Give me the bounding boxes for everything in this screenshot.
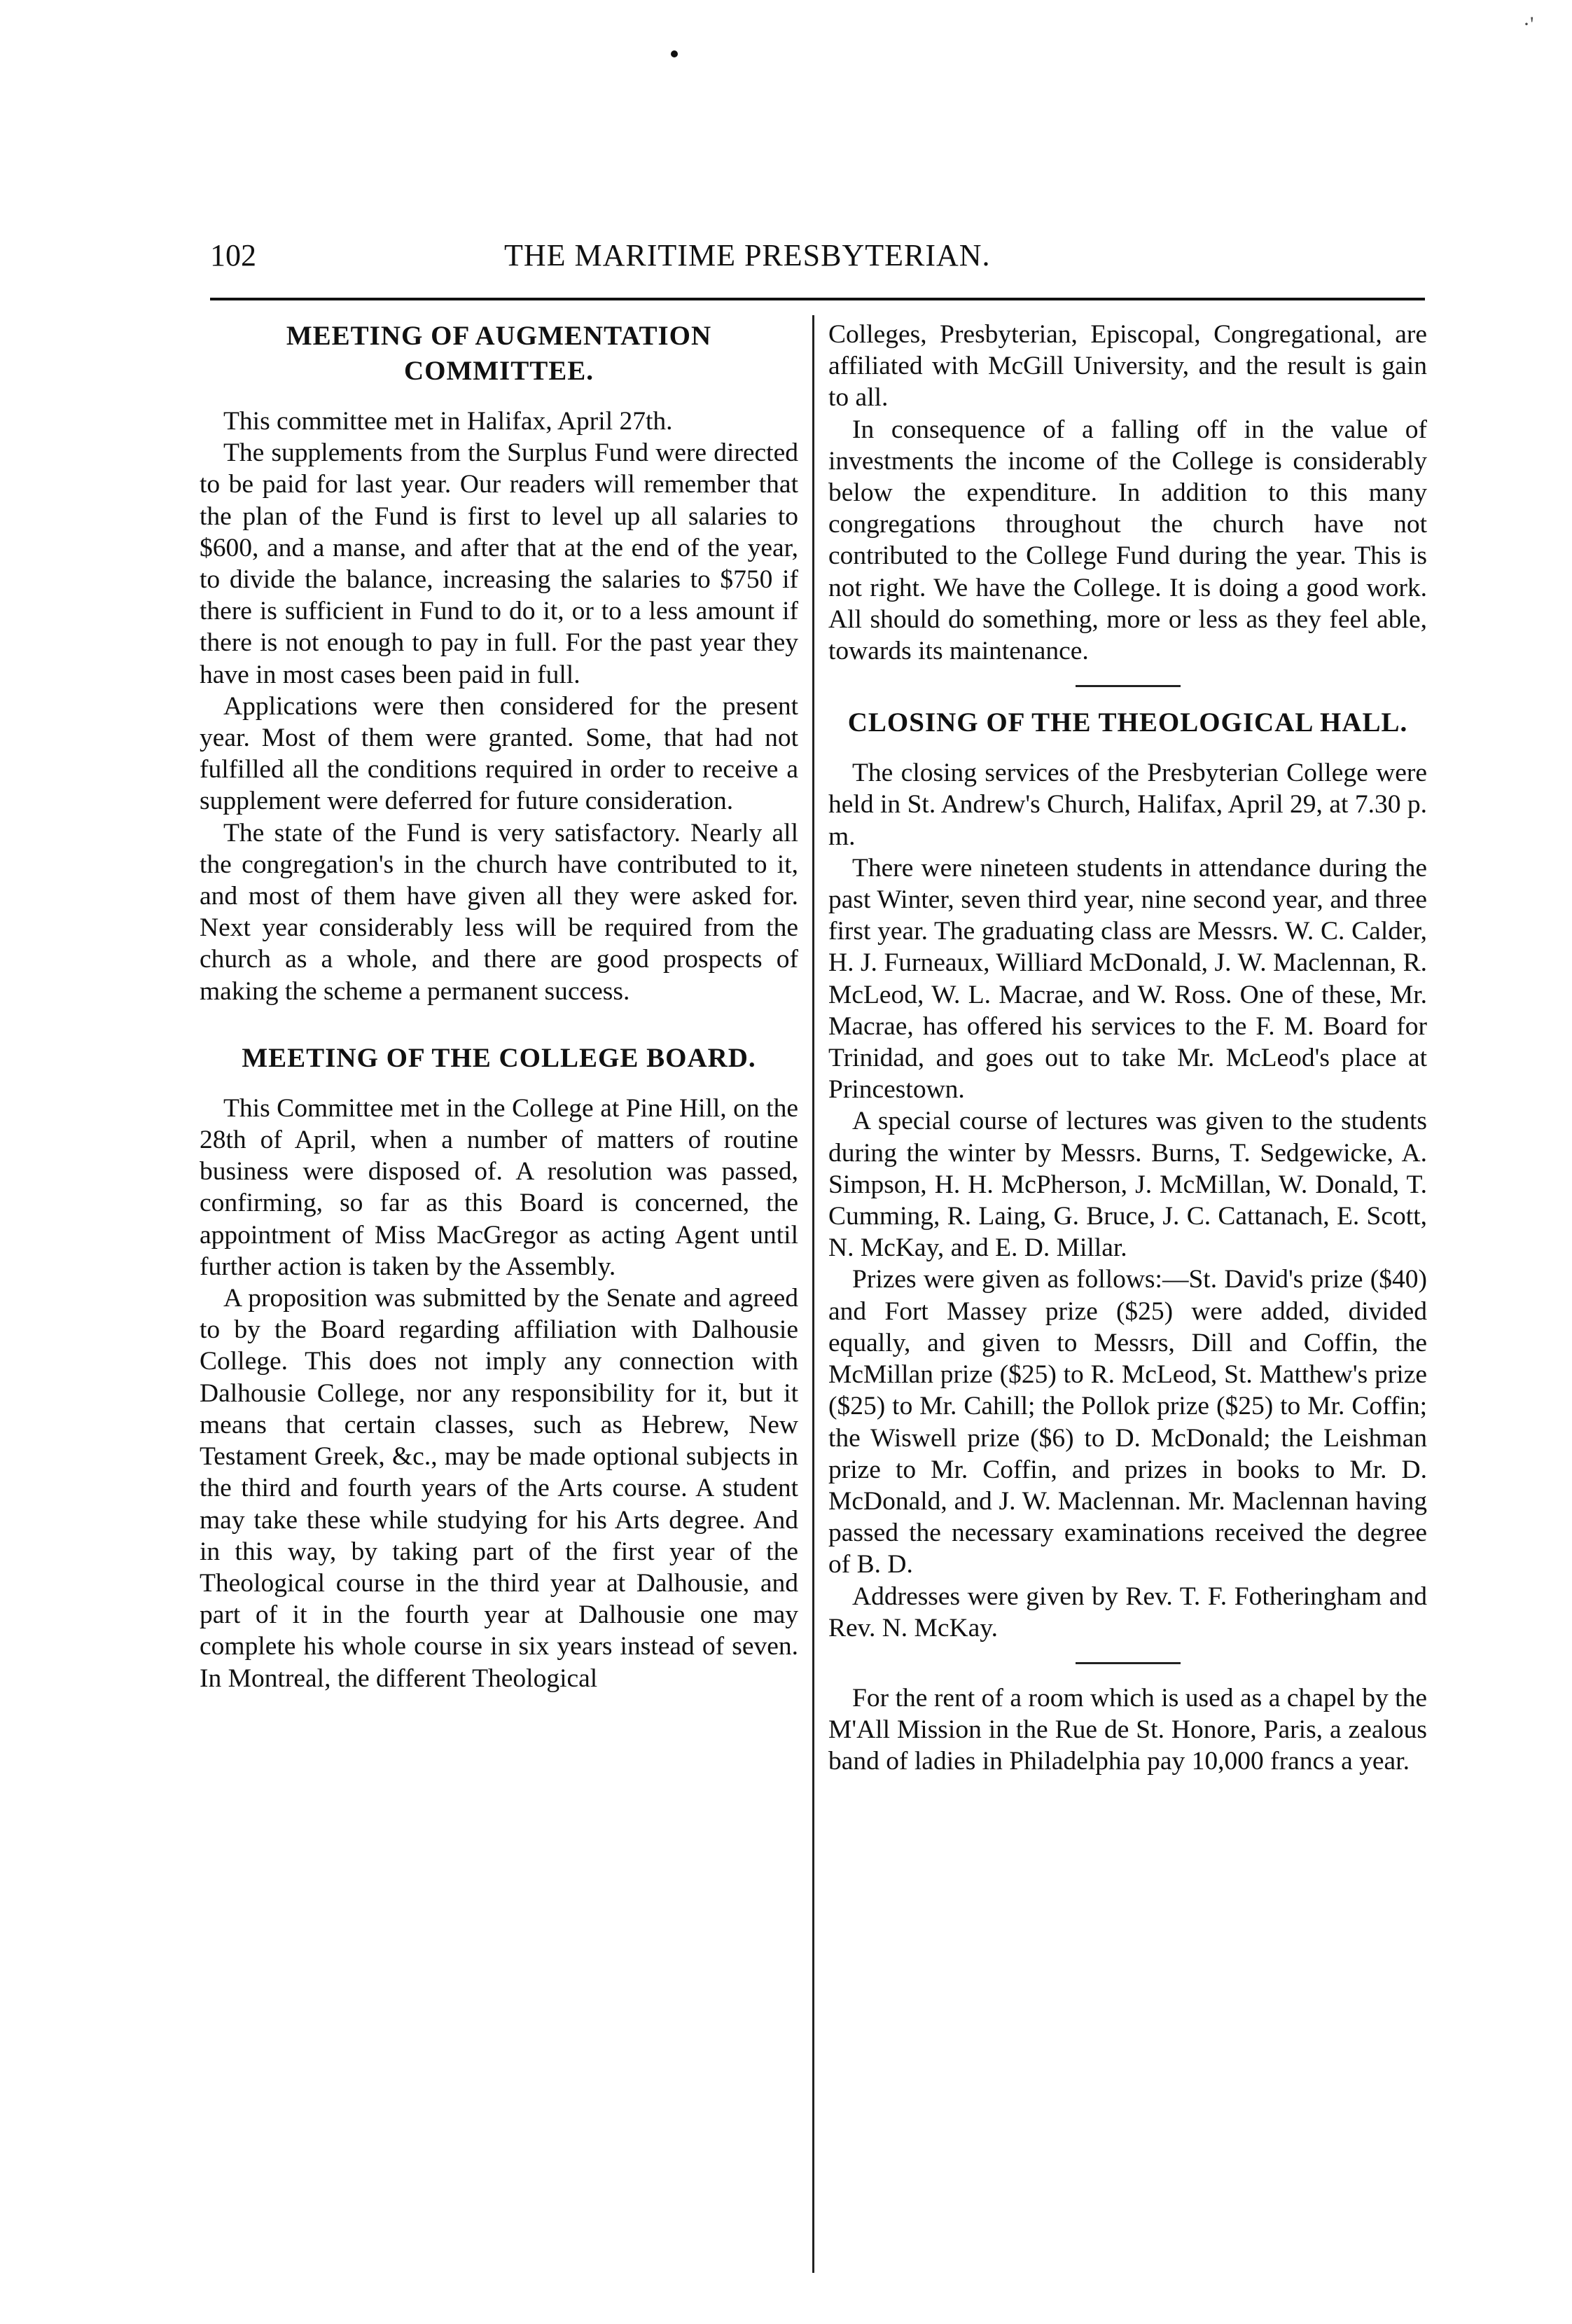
article-paragraph: In consequence of a falling off in the value of investments the income of the College is considerably below the expenditure. In addition to this many congregations throughout the church have not contributed to the College Fund during the year. This is not right. We have the College. It is doing a good work. All should do something, more or less as they feel able, towards its maintenance. — [828, 415, 1427, 666]
article-paragraph: A proposition was submitted by the Senate and agreed to by the Board regarding affiliation with Dalhousie College. This does not imply any connection with Dalhousie College, nor any responsibility for it, but it means that certain classes, such as Hebrew, New Testament Greek, &c., may be made optional subjects in the third and fourth years of the Arts course. A student may take these while studying for his Arts degree. And in this way, by taking part of the first year of the Theological course in the third year at Dalhousie, and part of it in the fourth year at Dalhousie one may complete his whole course in six years instead of seven. In Montreal, the different Theological — [200, 1284, 798, 1693]
article-paragraph: Colleges, Presbyterian, Episcopal, Congregational, are affiliated with McGill University, and the result is gain to all. — [828, 320, 1427, 413]
article-paragraph: There were nineteen students in attendance during the past Winter, seven third year, nine second year, and three first year. The graduating class are Messrs. W. C. Calder, H. J. Furneaux, Williard McDonald, J. W. Maclennan, R. McLeod, W. L. Macrae, and W. Ross. One of these, Mr. Macrae, has offered his services to the F. M. Board for Trinidad, and goes out to take Mr. McLeod's place at Princestown. — [828, 853, 1427, 1105]
page-number: 102 — [210, 238, 256, 272]
right-column — [828, 319, 1427, 2280]
article-paragraph: The closing services of the Presbyterian College were held in St. Andrew's Church, Halifax, April 29, at 7.30 p. m. — [828, 759, 1427, 851]
page-header — [210, 235, 1425, 277]
section-divider — [1076, 1662, 1181, 1664]
section-divider — [1076, 685, 1181, 687]
ink-speck — [671, 50, 678, 57]
article-paragraph: The state of the Fund is very satisfactory. Nearly all the congregation's in the church have contributed to it, and most of them have given all they were asked for. Next year considerably less will be required from the church as a whole, and there are good prospects of making the scheme a permanent success. — [200, 818, 798, 1006]
article-paragraph: A special course of lectures was given to the students during the winter by Messrs. Burns, T. Sedgewicke, A. Simpson, H. H. McPherson, J. McMillan, W. Donald, T. Cumming, R. Laing, G. Bruce, J. C. Cattanach, E. Scott, N. McKay, and E. D. Millar. — [828, 1107, 1427, 1263]
article-paragraph: This Committee met in the College at Pine Hill, on the 28th of April, when a number of matters of routine business were disposed of. A resolution was passed, confirming, so far as this Board is concerned, the appointment of Miss MacGregor as acting Agent until further action is taken by the Assembly. — [200, 1093, 798, 1281]
article-paragraph: Addresses were given by Rev. T. F. Fotheringham and Rev. N. McKay. — [828, 1582, 1427, 1642]
article-paragraph: This committee met in Halifax, April 27th. — [223, 407, 673, 436]
running-title: THE MARITIME PRESBYTERIAN. — [504, 238, 991, 272]
left-column — [200, 319, 798, 2280]
article-heading-college-board: MEETING OF THE COLLEGE BOARD. — [242, 1042, 756, 1073]
article-paragraph: The supplements from the Surplus Fund were directed to be paid for last year. Our readers will remember that the plan of the Fund is first to level up all salaries to $600, and a manse, and after that at the end of the year, to divide the balance, increasing the salaries to $750 if there is sufficient in Fund to do it, or to a less amount if there is not enough to pay in full. For the past year they have in most cases been paid in full. — [200, 438, 798, 689]
news-note: For the rent of a room which is used as a chapel by the M'All Mission in the Rue de St. Honore, Paris, a zealous band of ladies in Philadelphia pay 10,000 francs a year. — [828, 1683, 1427, 1776]
article-heading-theological-hall: CLOSING OF THE THEOLOGICAL HALL. — [847, 707, 1408, 738]
margin-mark: ·' — [1523, 13, 1534, 36]
article-heading-augmentation: MEETING OF AUGMENTATION COMMITTEE. — [286, 321, 712, 386]
column-divider — [812, 315, 814, 2273]
article-paragraph: Prizes were given as follows:—St. David's prize ($40) and Fort Massey prize ($25) were added, divided equally, and given to Messrs, Dill and Coffin, the McMillan prize ($25) to R. McLeod, St. Matthew's prize ($25) to Mr. Cahill; the Pollok prize ($25) to Mr. Coffin; the Wiswell prize ($6) to D. McDonald; the Leishman prize to Mr. Coffin, and prizes in books to Mr. D. McDonald, and J. W. Maclennan. Mr. Maclennan having passed the necessary examinations received the degree of B. D. — [828, 1265, 1427, 1579]
article-paragraph: Applications were then considered for the present year. Most of them were granted. Some, that had not fulfilled all the conditions required in order to receive a supplement were deferred for future consideration. — [200, 691, 798, 816]
header-rule — [210, 298, 1425, 300]
section-gap — [200, 1007, 798, 1041]
